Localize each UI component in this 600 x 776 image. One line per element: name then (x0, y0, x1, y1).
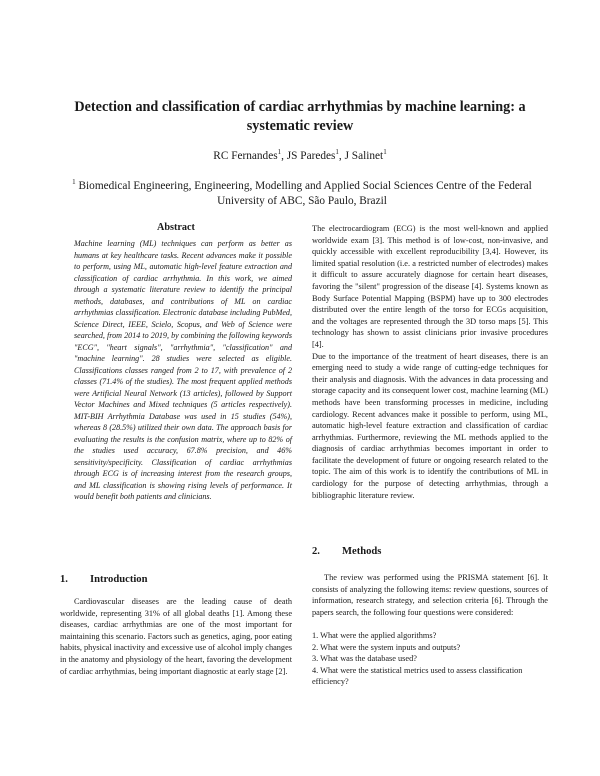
introduction-paragraph: Cardiovascular diseases are the leading cause of death worldwide, representing 31% of all global deaths [1]. Among these diseases, cardiac arrhythmias are one of the most important for maintaining this scenario. Factors such as genetics, aging, poor eating habits, physical inactivity and excessive use of alcohol imply changes in the anatomy and physiology of the heart, favoring the development of cardiac arrhythmias, being important diagnostic at early stage [2]. (60, 597, 292, 676)
body-paragraph: The electrocardiogram (ECG) is the most well-known and applied worldwide exam [3]. This method is of low-cost, non-invasive, and quickly accessible with excellent reproducibility [3,4]. However, its limited spatial resolution (i.e. a restricted number of electrodes) makes it difficult to assure accurately diagnose for certain heart diseases, favoring the "silent" progression of the disease [4]. Systems known as Body Surface Potential Mapping (BSPM) have up to 300 electrodes distributed over the entire length of the torso for ECGs acquisition, and the voltages are represented through the 3D torso maps [5]. This technology has shown to assist clinicians prior invasive procedures [4]. (312, 224, 548, 349)
introduction-continuation (312, 223, 548, 501)
list-item: 1. What were the applied algorithms? (312, 631, 437, 640)
author-name: RC Fernandes (213, 150, 278, 162)
section-number: 1. (60, 574, 68, 585)
affiliation (62, 179, 542, 209)
affiliation-mark: 1 (277, 148, 282, 157)
author-list: RC Fernandes$^1$, JS Paredes$^1$, J Salinet$^1$ (213, 148, 387, 162)
affiliation-mark: 1 (72, 178, 76, 187)
methods-paragraph: The review was performed using the PRISMA statement [6]. It consists of analyzing the following items: review questions, sources of information, research strategy, and selection criteria [6]. Through the papers search, the following four questions were considered: (312, 573, 548, 617)
section-title: Methods (342, 546, 382, 557)
section-title: Introduction (90, 574, 148, 585)
paper-title: Detection and classification of cardiac arrhythmias by machine learning: a systematic review (74, 99, 526, 134)
abstract-text: Machine learning (ML) techniques can perform as better as humans at key healthcare tasks. Recent advances make it possible to perform, using ML, automatic high-level feature extraction and classification of cardiac arrhythmia. In this work, we aimed through a systematic literature review to identify the principal methods, databases, and contributions of ML on cardiac arrhythmias classification. Electronic database including PubMed, Science Direct, IEEE, Scielo, Scopus, and Web of Science were searched, from 2014 to 2019, by combining the following keywords "ECG", "heart signals", "arrhythmia", "classification" and "machine learning". 28 studies were selected as eligible. Classifications classes ranged from 2 to 17, with prevalence of 2 classes (71.4% of the studies). The most frequent applied methods were Artificial Neural Network (13 articles), followed by Support Vector Machines and Mixed techniques (5 articles respectively). MIT-BIH Arrhythmia Database was used in 15 studies (54%), whereas 8 (28.5%) utilized their own data. The approach basis for evaluating the results is the confusion matrix, where up to 82% of the studies used accuracy, 67.8% precision, and 46% sensitivity/specificity. Classification of cardiac arrhythmias through ECG is of increasing interest from the research groups, and ML classification is showing rising levels of performance. It would benefit both patients and clinicians. (74, 239, 292, 501)
affiliation-mark: 1 (335, 148, 339, 157)
abstract-heading: Abstract (157, 222, 195, 233)
affiliation-mark: 1 (383, 148, 387, 157)
affiliation-text: Biomedical Engineering, Engineering, Modelling and Applied Social Sciences Centre of the Federal University of ABC, São Paulo, Brazil (78, 180, 532, 207)
body-paragraph: Due to the importance of the treatment of heart diseases, there is an emerging need to study a wide range of cutting-edge techniques for their analysis and diagnosis. With the advances in data processing and storage capacity and its consequent lower cost, machine learning (ML) methods have been transforming processes in medicine, including cardiology. Recent advances make it possible to perform, using ML, automatic high-level feature extraction and classification of cardiac arrhythmias. Furthermore, reviewing the ML methods applied to the diagnosis of cardiac arrhythmias becomes important in order to facilitate the development of future or ongoing research related to the topic. The aim of this work is to identify the contributions of ML in cardiology for the purpose of detecting arrhythmias, through a bibliographic literature review. (312, 351, 548, 500)
list-item: 3. What was the database used? (312, 654, 417, 664)
list-item: 4. What were the statistical metrics used to assess classification efficiency? (312, 665, 523, 687)
author-name: J Salinet (344, 150, 384, 162)
list-item: 2. What were the system inputs and outputs? (312, 642, 461, 652)
section-number: 2. (312, 546, 320, 557)
methods-heading (312, 546, 381, 557)
introduction-heading (60, 574, 148, 585)
author-name: JS Paredes (286, 150, 336, 162)
question-list (312, 630, 548, 688)
